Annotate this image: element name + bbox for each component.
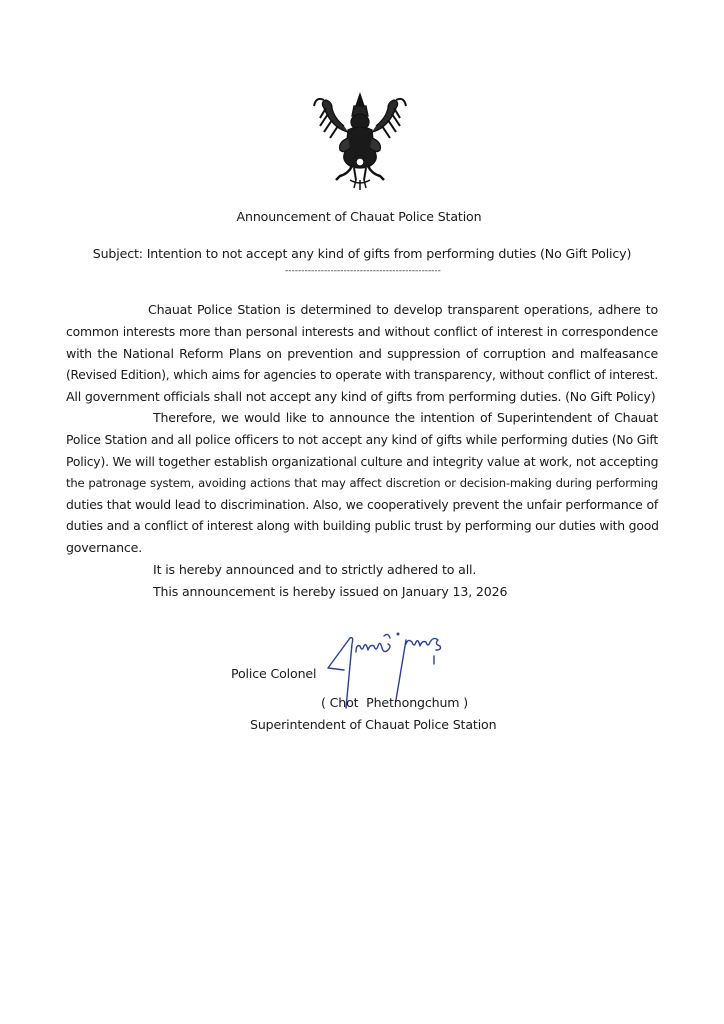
signatory-name: ( Chot Phetnongchum ) [321, 695, 469, 710]
document-subject: Subject: Intention to not accept any kind of gifts from performing duties (No Gift Policy) [92, 246, 632, 261]
signatory-position: Superintendent of Chauat Police Station [250, 717, 497, 732]
paragraph-line: with the National Reform Plans on prevention and suppression of corruption and malfeasance [66, 346, 658, 361]
signatory-rank: Police Colonel [231, 666, 317, 681]
paragraph-line: Chauat Police Station is determined to develop transparent operations, adhere to [148, 302, 658, 317]
paragraph-line: duties and a conflict of interest along with building public trust by performing our duties with good [66, 518, 659, 533]
document-title: Announcement of Chauat Police Station [236, 209, 482, 224]
garuda-emblem-icon [310, 88, 410, 192]
paragraph-line: Therefore, we would like to announce the intention of Superintendent of Chauat [153, 410, 658, 425]
paragraph-line: Police Station and all police officers to not accept any kind of gifts while performing duties (No Gift [66, 432, 658, 447]
paragraph-line: All government officials shall not accept any kind of gifts from performing duties. (No Gift Policy) [66, 389, 656, 404]
paragraph-line: governance. [66, 540, 143, 555]
paragraph-line: Policy). We will together establish organizational culture and integrity value at work, not accepting [66, 454, 659, 469]
paragraph-line: duties that would lead to discrimination. Also, we cooperatively prevent the unfair performance of [66, 497, 658, 512]
paragraph-line: the patronage system, avoiding actions that may affect discretion or decision-making during performing [66, 476, 658, 490]
issue-date: This announcement is hereby issued on January 13, 2026 [153, 584, 508, 599]
subject-divider: ------------------------------------------------ [285, 266, 441, 276]
paragraph-line: (Revised Edition), which aims for agencies to operate with transparency, without conflict of interest. [66, 368, 658, 382]
paragraph-line: common interests more than personal interests and without conflict of interest in correspondence [66, 324, 658, 339]
closing-announcement: It is hereby announced and to strictly adhered to all. [153, 562, 477, 577]
